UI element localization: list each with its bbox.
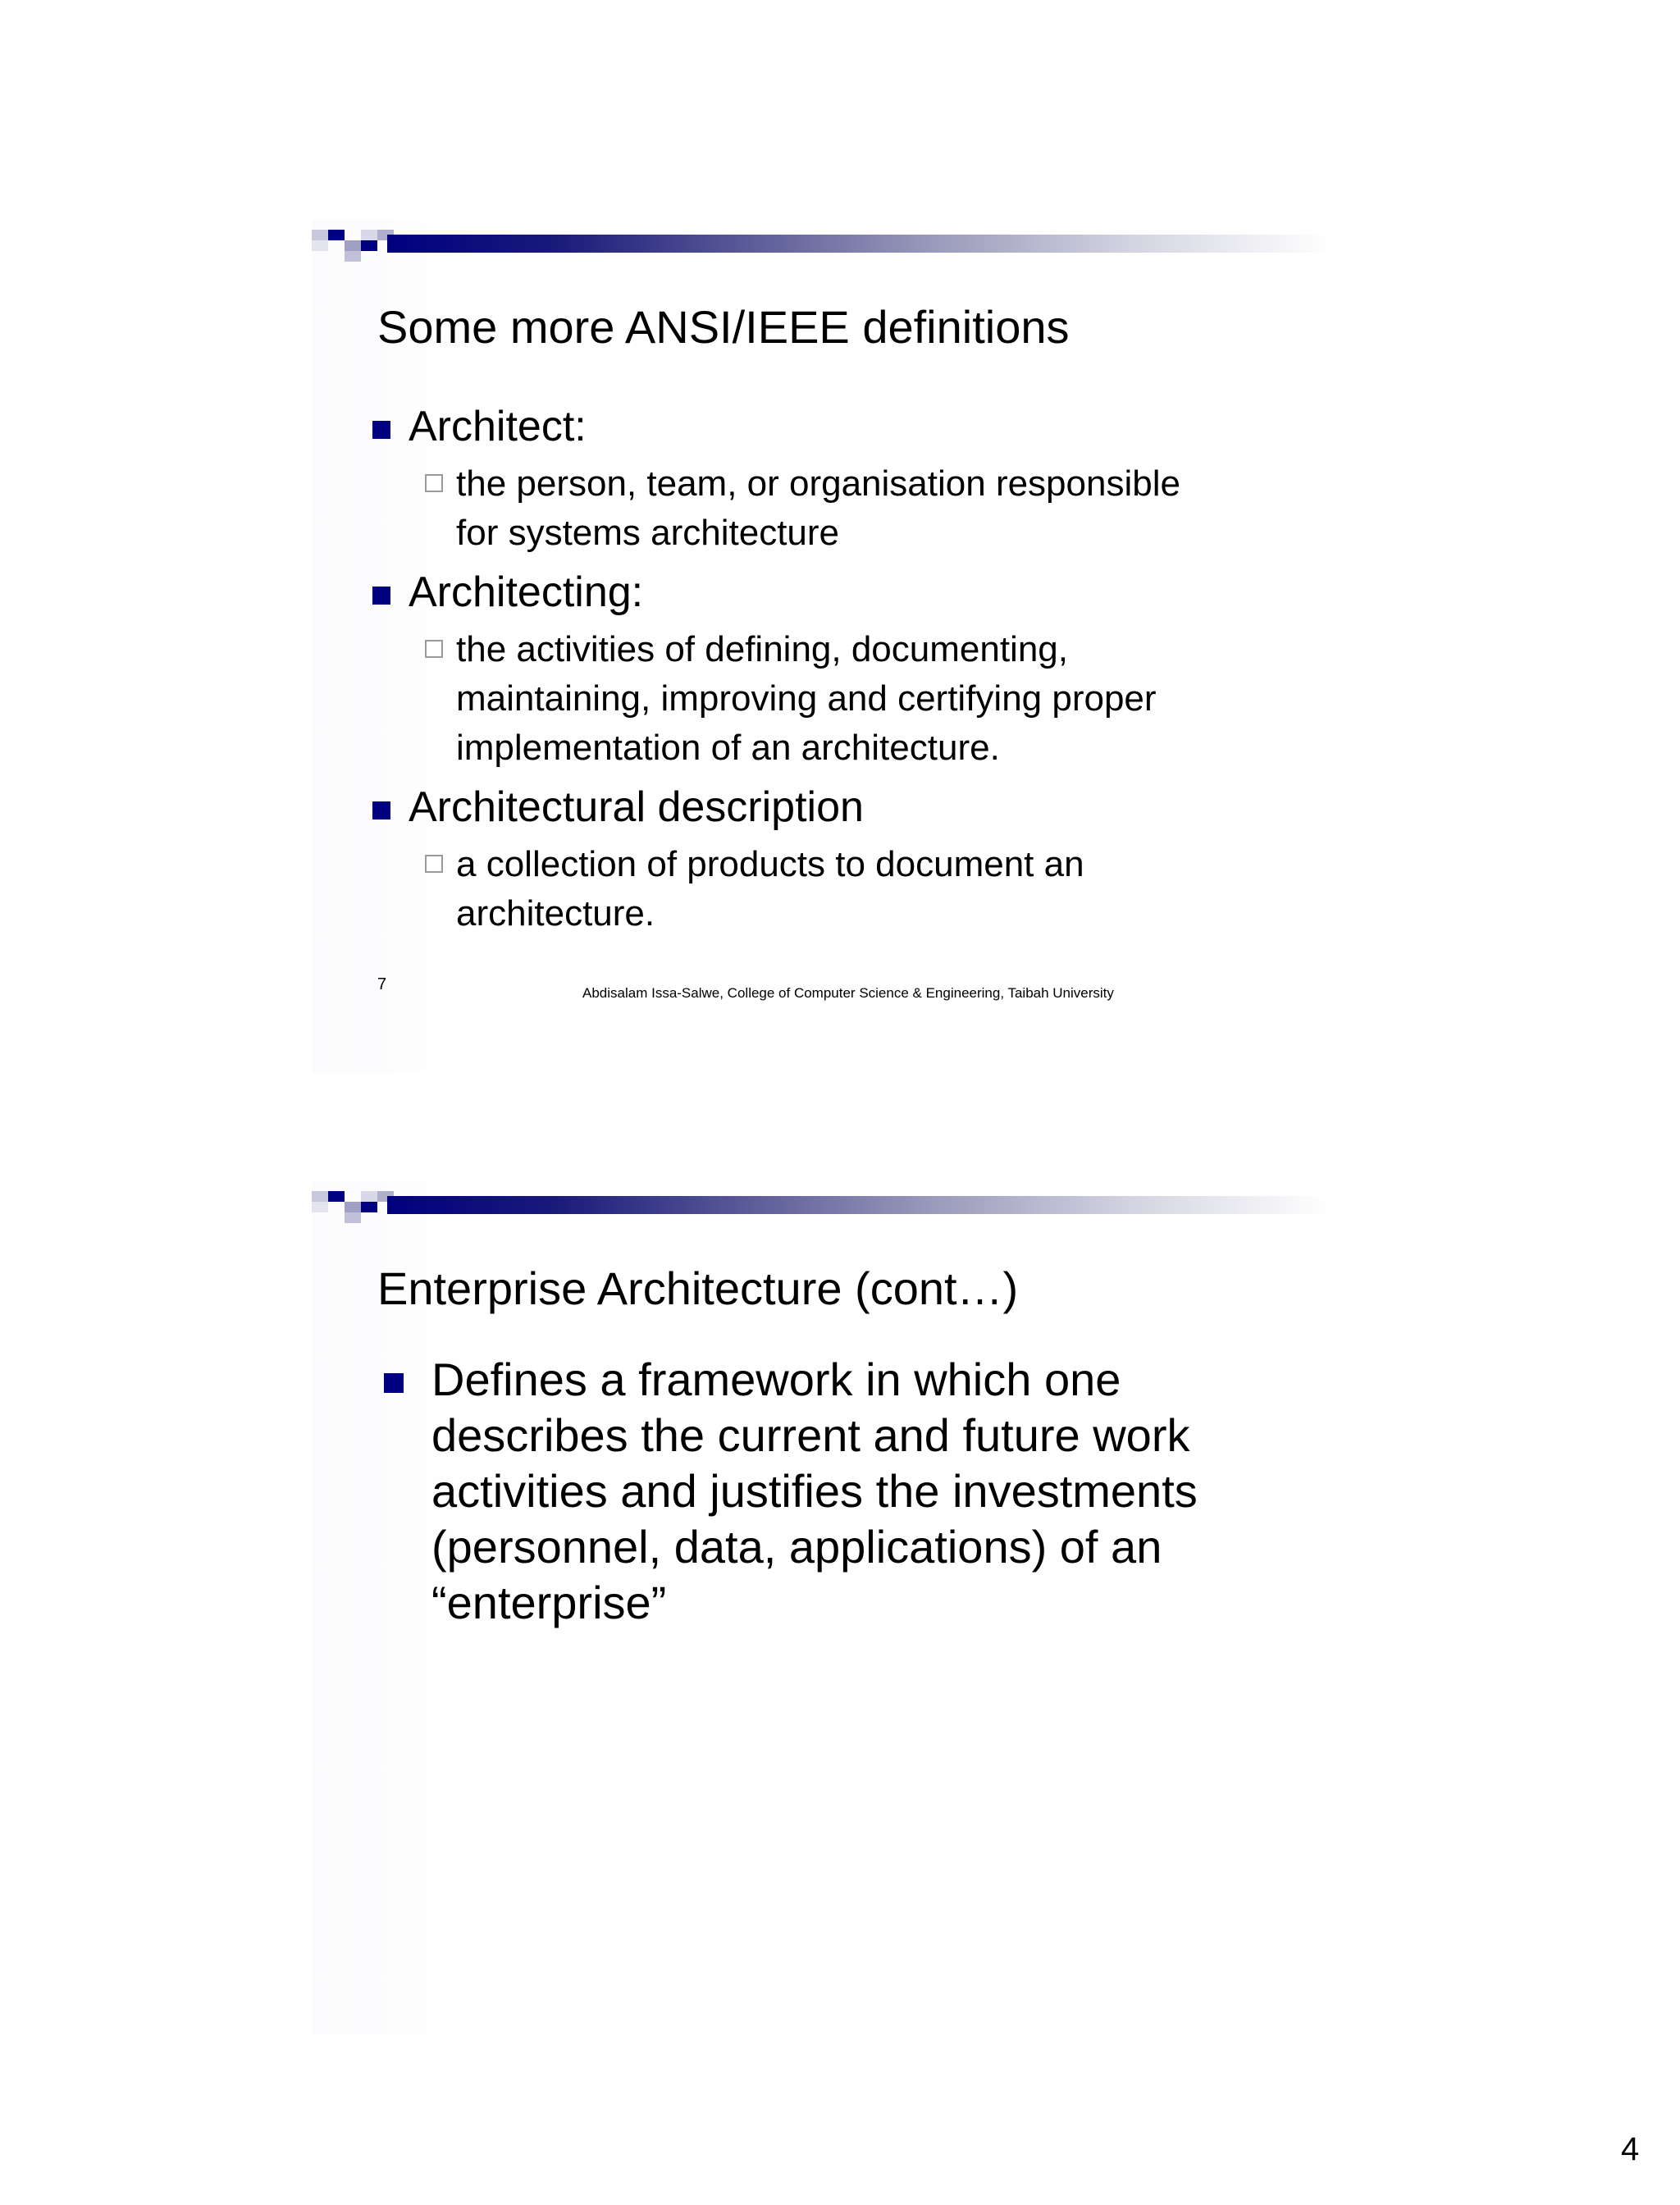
filled-square-bullet-icon (384, 1373, 404, 1393)
bullet-paragraph (381, 1352, 1350, 1631)
definition-list (371, 392, 1290, 945)
page-number: 4 (1621, 2131, 1640, 2167)
filled-square-bullet-icon (372, 421, 390, 439)
bullet-line: Defines a framework in which one (431, 1354, 1121, 1405)
slide-header-decoration (312, 220, 1329, 262)
definition-term (371, 781, 1290, 833)
pixel-logo-icon (312, 1191, 394, 1224)
definition-text (371, 625, 1290, 773)
gradient-header-bar (387, 1196, 1329, 1214)
definition-line: the activities of defining, documenting, (456, 629, 1069, 669)
definition-line: a collection of products to document an (456, 844, 1084, 884)
filled-square-bullet-icon (372, 587, 390, 605)
definition-line: implementation of an architecture. (456, 728, 1000, 768)
bullet-line: (personnel, data, applications) of an (431, 1521, 1162, 1573)
term-text: Architectural description (409, 783, 864, 831)
slide-enterprise-architecture (312, 1181, 1329, 2034)
bullet-line: activities and justifies the investments (431, 1465, 1198, 1517)
definition-text (371, 459, 1290, 558)
slide-number: 7 (377, 975, 387, 993)
term-text: Architecting: (409, 568, 644, 616)
definition-line: the person, team, or organisation responsible (456, 463, 1180, 504)
slide-header-decoration (312, 1181, 1329, 1224)
bullet-line: “enterprise” (431, 1577, 667, 1628)
slide-footer: Abdisalam Issa-Salwe, College of Computer Science & Engineering, Taibah University (582, 985, 1114, 1001)
definition-line: architecture. (456, 893, 655, 934)
definition-term (371, 400, 1290, 453)
hollow-square-bullet-icon (425, 640, 443, 658)
definition-line: for systems architecture (456, 513, 840, 553)
slide-title: Some more ANSI/IEEE definitions (377, 301, 1070, 353)
slide-title: Enterprise Architecture (cont…) (377, 1262, 1019, 1314)
pixel-logo-icon (312, 230, 394, 262)
definition-line: maintaining, improving and certifying proper (456, 678, 1157, 719)
bullet-line: describes the current and future work (431, 1409, 1190, 1461)
slide-definitions (312, 220, 1329, 1073)
hollow-square-bullet-icon (425, 855, 443, 873)
definition-term (371, 566, 1290, 619)
definition-text (371, 840, 1290, 938)
term-text: Architect: (409, 403, 587, 450)
hollow-square-bullet-icon (425, 474, 443, 492)
gradient-header-bar (387, 235, 1329, 253)
filled-square-bullet-icon (372, 801, 390, 819)
